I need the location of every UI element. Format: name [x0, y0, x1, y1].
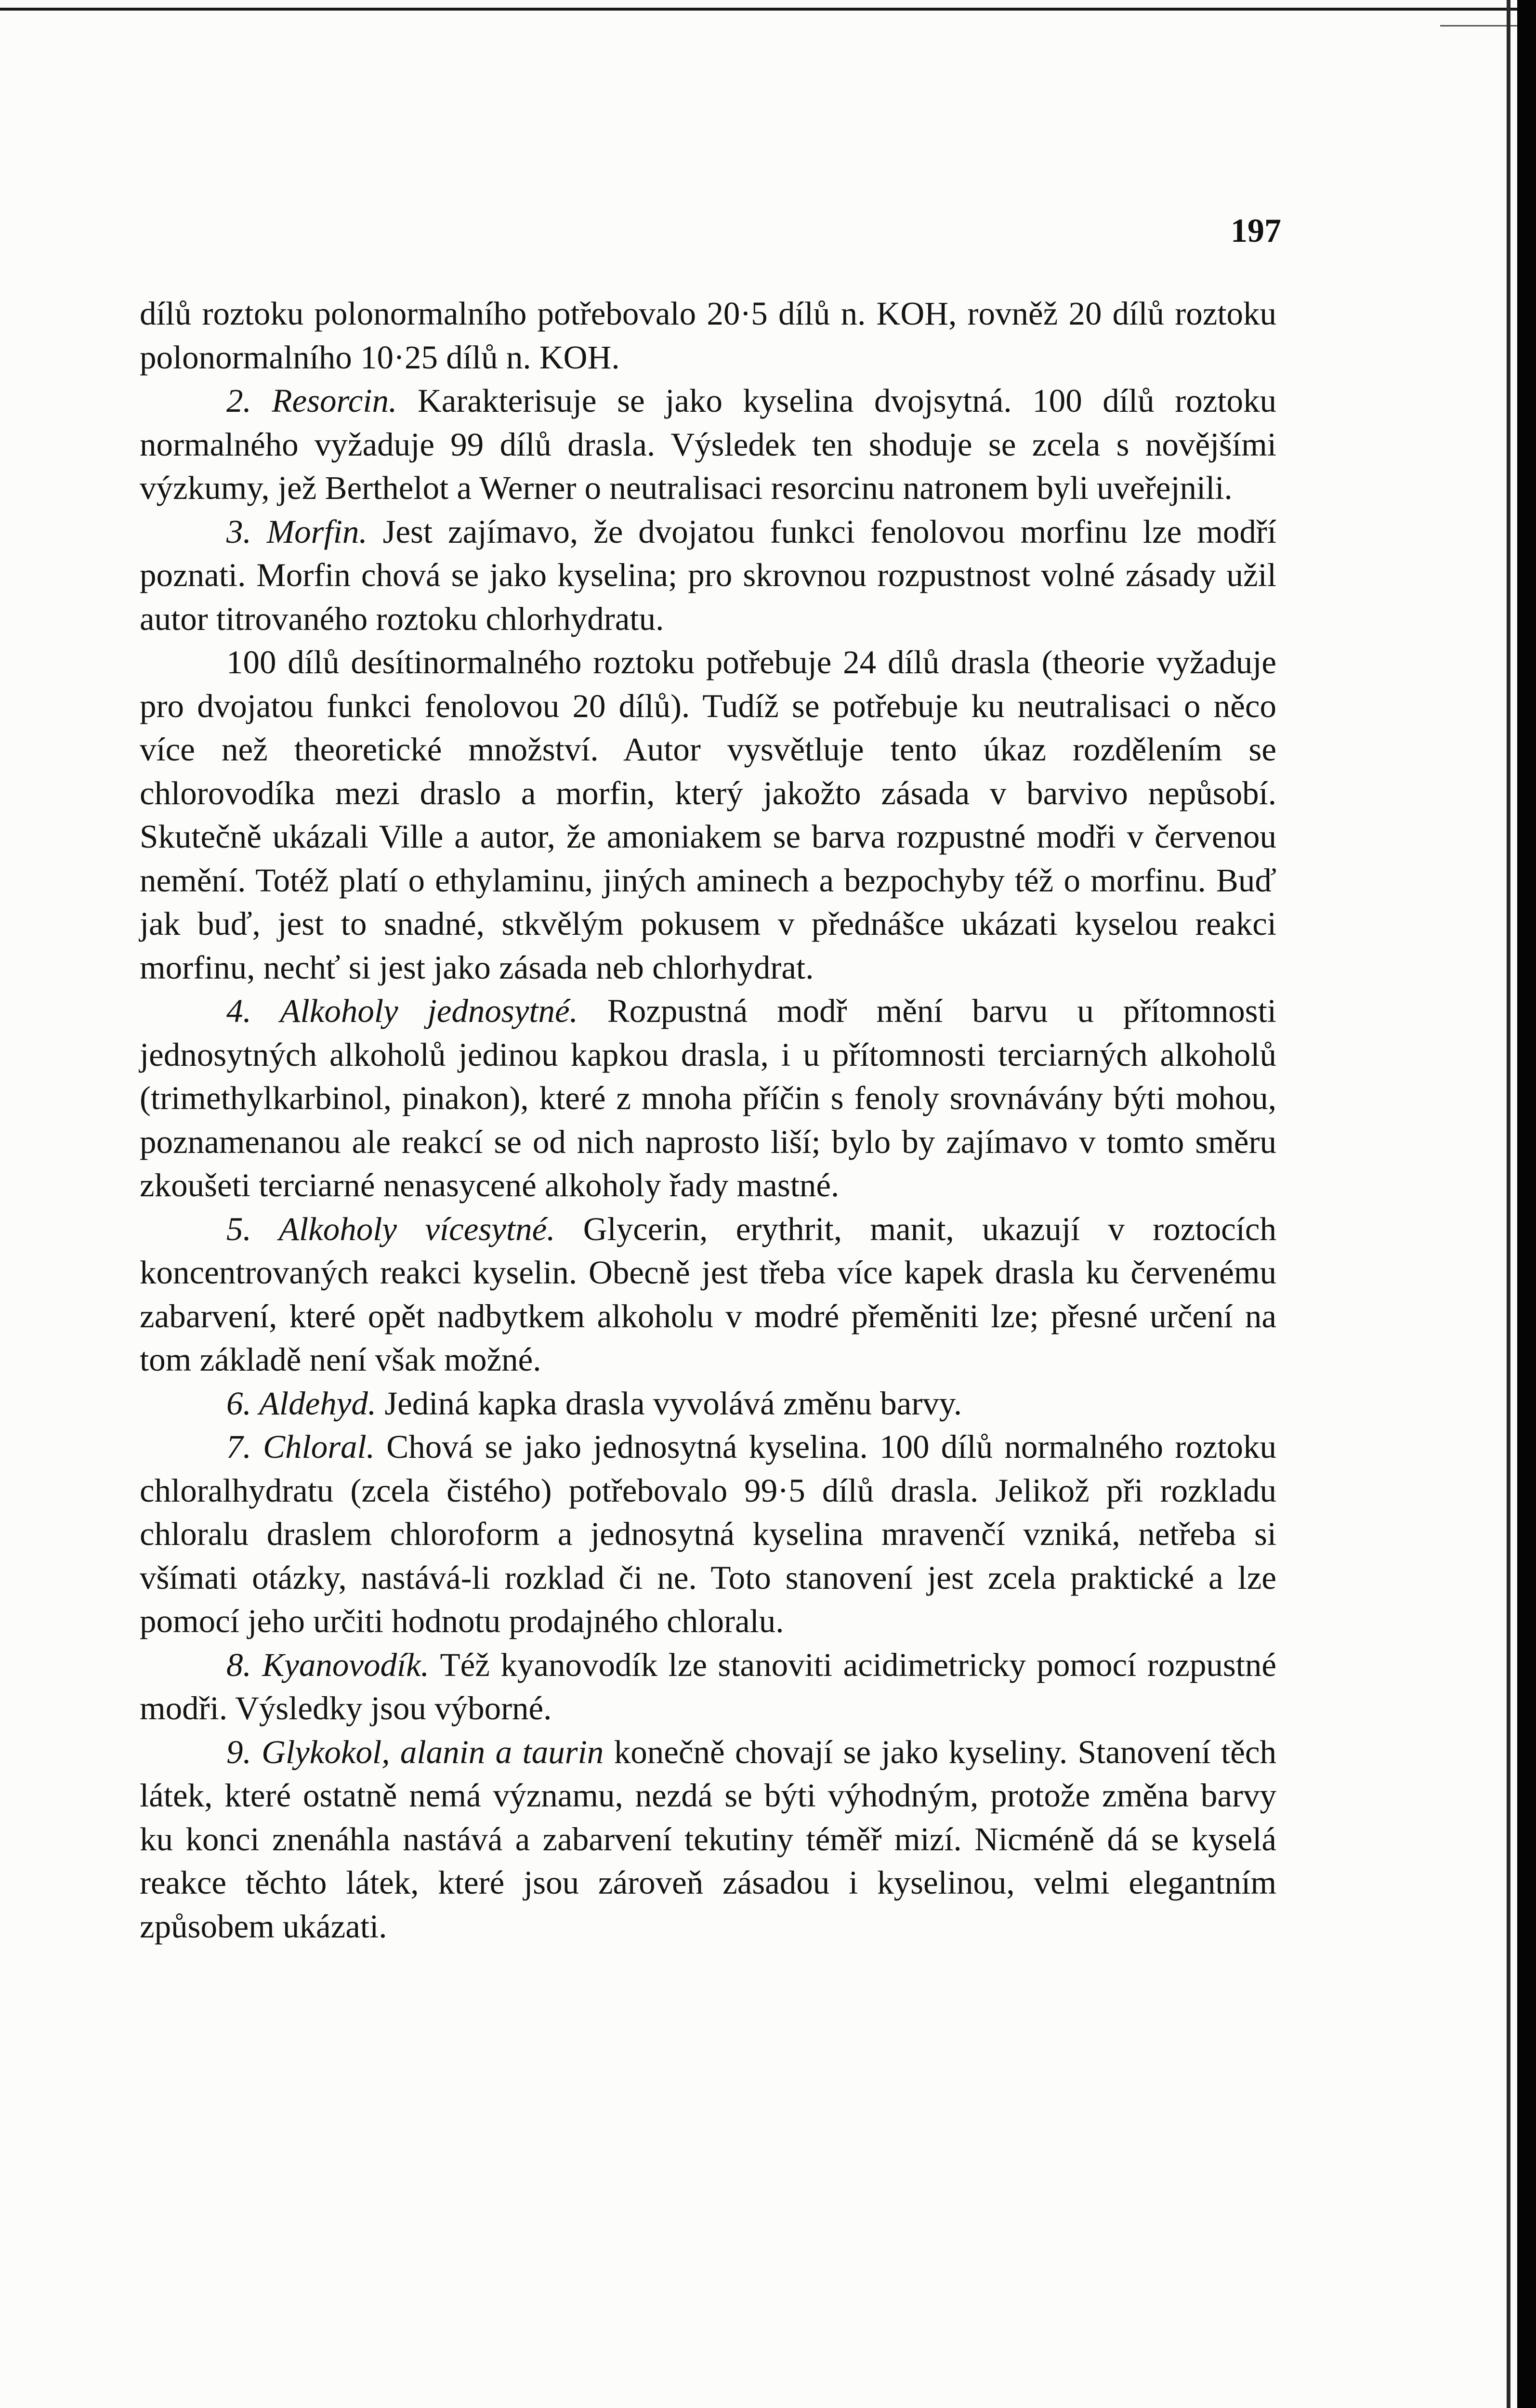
paragraph-text: Jest zajímavo, že dvojatou funkci fenolovou morfinu lze modří poznati. Morfin chová se jako kyselina; pro skrovnou rozpustnost volné zásady užil autor titrovaného roztoku chlorhydratu.: [140, 513, 1277, 637]
section-heading: 4. Alkoholy jednosytné.: [226, 993, 607, 1029]
paragraph-text: dílů roztoku polonormalního potřebovalo 20·5 dílů n. KOH, rovněž 20 dílů roztoku polonormalního 10·25 dílů n. KOH.: [140, 295, 1276, 376]
paragraph-text: Též kyanovodík lze stanoviti acidimetricky pomocí rozpustné modři. Výsledky jsou výborné.: [140, 1646, 1276, 1727]
section-heading: 3. Morfin.: [226, 513, 383, 550]
paragraph-alkoholy-jednosytne: [140, 989, 1276, 1207]
section-heading: 8. Kyanovodík.: [226, 1646, 440, 1683]
paragraph-text: Rozpustná modř mění barvu u přítomnosti jednosytných alkoholů jedinou kapkou drasla, i u přítomnosti terciarných alkoholů (trimethylkarbinol, pinakon), které z mnoha příčin s fenoly srovnávány býti mohou, poznamenanou ale reakcí se od nich naprosto liší; bylo by zajímavo v tomto směru zkoušeti terciarné nenasycené alkoholy řady mastné.: [140, 993, 1276, 1204]
paragraph-text: Jediná kapka drasla vyvolává změnu barvy.: [384, 1385, 962, 1422]
section-heading: 5. Alkoholy vícesytné.: [226, 1210, 583, 1247]
body-text: [140, 292, 1276, 1948]
section-heading: 7. Chloral.: [226, 1428, 387, 1465]
paragraph-text: 100 dílů desítinormalného roztoku potřebuje 24 dílů drasla (theorie vyžaduje pro dvojatou funkci fenolovou 20 dílů). Tudíž se potřebuje ku neutralisaci o něco více než theoretické množství. Autor vysvětluje tento úkaz rozdělením se chlorovodíka mezi draslo a morfin, který jakožto zásada v barvivo nepůsobí. Skutečně ukázali Ville a autor, že amoniakem se barva rozpustné modři v červenou nemění. Totéž platí o ethylaminu, jiných aminech a bezpochyby též o morfinu. Buď jak buď, jest to snadné, stkvělým pokusem v přednášce ukázati kyselou reakci morfinu, nechť si jest jako zásada neb chlorhydrat.: [140, 644, 1276, 986]
page-number: 197: [1231, 212, 1281, 249]
paragraph-glykokol: [140, 1730, 1276, 1949]
section-heading: 6. Aldehyd.: [226, 1385, 385, 1422]
paragraph-morfin: [140, 510, 1276, 641]
scan-edge-right: [1517, 0, 1536, 2408]
paragraph-morfin-cont: [140, 641, 1276, 989]
section-heading: 2. Resorcin.: [226, 382, 418, 419]
paragraph-aldehyd: [140, 1382, 1276, 1426]
paragraph-alkoholy-vicesytne: [140, 1207, 1276, 1382]
section-heading: 9. Glykokol, alanin a taurin: [226, 1733, 614, 1770]
scan-edge-top: [0, 8, 1517, 11]
paragraph-text: Karakterisuje se jako kyselina dvojsytná. 100 dílů roztoku normalného vyžaduje 99 dílů drasla. Výsledek ten shoduje se zcela s novějšími výzkumy, jež Berthelot a Werner o neutralisaci resorcinu natronem byli uveřejnili.: [140, 382, 1276, 506]
scan-edge-mark: [1440, 25, 1517, 26]
paragraph-text: konečně chovají se jako kyseliny. Stanovení těch látek, které ostatně nemá významu, nezdá se býti výhodným, protože změna barvy ku konci znenáhla nastává a zabarvení tekutiny téměř mizí. Nicméně dá se kyselá reakce těchto látek, které jsou zároveň zásadou i kyselinou, velmi elegantním způsobem ukázati.: [140, 1733, 1276, 1945]
paragraph-text: Chová se jako jednosytná kyselina. 100 dílů normalného roztoku chloralhydratu (zcela čistého) potřebovalo 99·5 dílů drasla. Jelikož při rozkladu chloralu draslem chloroform a jednosytná kyselina mravenčí vzniká, netřeba si všímati otázky, nastává-li rozklad či ne. Toto stanovení jest zcela praktické a lze pomocí jeho určiti hodnotu prodajného chloralu.: [140, 1428, 1277, 1639]
paragraph-text: Glycerin, erythrit, manit, ukazují v roztocích koncentrovaných reakci kyselin. Obecně jest třeba více kapek drasla ku červenému zabarvení, které opět nadbytkem alkoholu v modré přeměniti lze; přesné určení na tom základě není však možné.: [140, 1210, 1276, 1378]
paragraph-resorcin: [140, 379, 1276, 510]
paragraph-1: [140, 292, 1276, 379]
scan-edge-inner: [1507, 0, 1510, 2408]
paragraph-kyanovodik: [140, 1643, 1276, 1730]
paragraph-chloral: [140, 1425, 1276, 1643]
